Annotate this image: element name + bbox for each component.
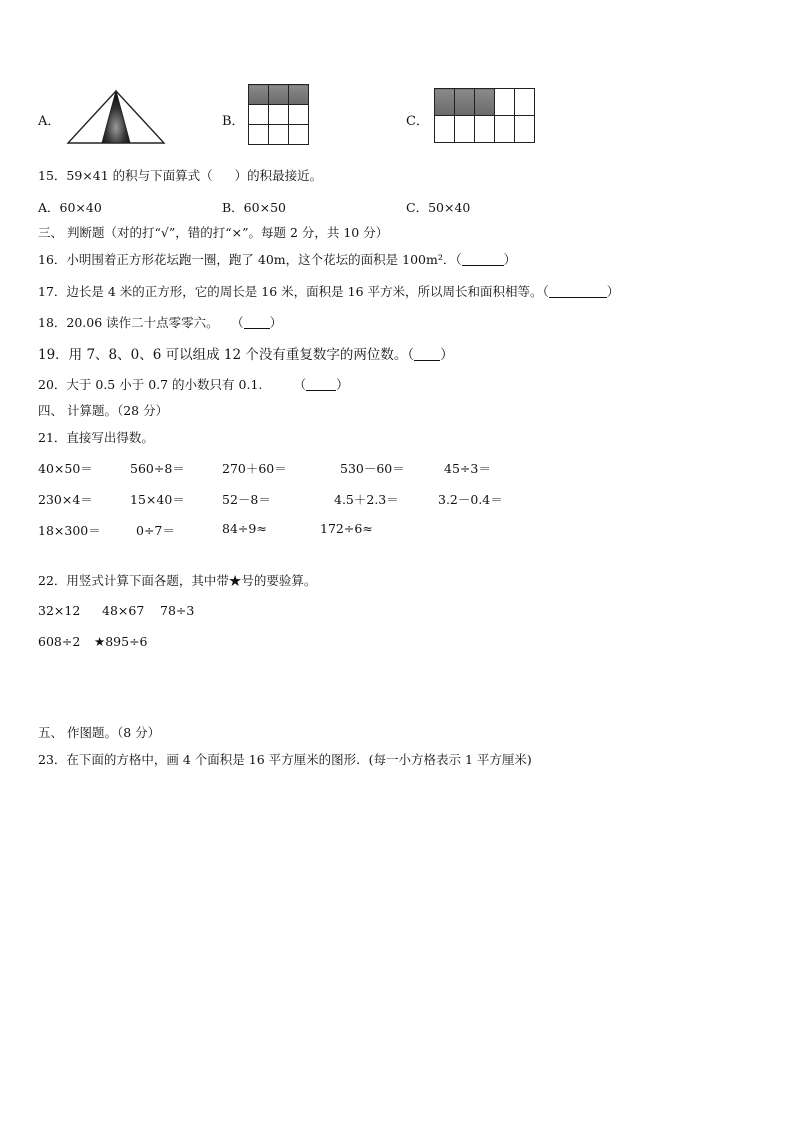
answer-blank xyxy=(549,285,607,298)
calc-item: 560÷8＝ xyxy=(130,461,185,476)
question-20-close: ） xyxy=(336,377,349,392)
section-5-heading: 五、 作图题。（8 分） xyxy=(38,725,161,740)
question-20-text: 20．大于 0.5 小于 0.7 的小数只有 0.1. （ xyxy=(38,377,307,392)
answer-blank xyxy=(414,348,440,361)
calc-item: 52－8＝ xyxy=(222,492,271,507)
question-16-close: ） xyxy=(503,252,517,267)
question-15-option-c: C．50×40 xyxy=(406,200,471,215)
question-16 xyxy=(38,250,516,268)
section-4-heading: 四、 计算题。（28 分） xyxy=(38,403,169,418)
calc-item: 84÷9≈ xyxy=(222,521,267,536)
question-19-text: 19．用 7、8、0、6 可以组成 12 个没有重复数字的两位数。（ xyxy=(38,347,415,363)
section-3-heading: 三、 判断题（对的打“√”，错的打“×”。每题 2 分，共 10 分） xyxy=(38,225,389,240)
question-18 xyxy=(38,313,282,331)
question-21-title: 21．直接写出得数。 xyxy=(38,430,154,445)
calc-item: 172÷6≈ xyxy=(320,521,373,536)
question-18-close: ） xyxy=(269,315,283,330)
grid-figure-c xyxy=(434,88,535,143)
question-19-close: ） xyxy=(440,347,454,363)
option-a-label: A． xyxy=(38,114,61,129)
question-15-option-b: B．60×50 xyxy=(222,200,286,215)
question-16-text: 16．小明围着正方形花坛跑一圈，跑了 40m，这个花坛的面积是 100m²．（ xyxy=(38,252,462,267)
calc-item: 270＋60＝ xyxy=(222,461,287,476)
question-17-text: 17．边长是 4 米的正方形，它的周长是 16 米，面积是 16 平方米，所以周长和面积相等。（ xyxy=(38,284,549,299)
question-18-text: 18．20.06 读作二十点零零六。 （ xyxy=(38,315,244,330)
calc-item: 530－60＝ xyxy=(340,461,405,476)
calc-item: 15×40＝ xyxy=(130,492,185,507)
vertical-calc-item: 608÷2 xyxy=(38,634,81,649)
option-b-label: B． xyxy=(222,114,245,129)
question-15-stem-start: 15．59×41 的积与下面算式（ xyxy=(38,168,213,183)
question-19 xyxy=(38,343,454,363)
answer-blank xyxy=(462,253,504,266)
calc-item: 45÷3＝ xyxy=(444,461,491,476)
calc-item: 40×50＝ xyxy=(38,461,93,476)
shaded-triangle-figure xyxy=(66,88,166,146)
grid-figure-b xyxy=(248,84,309,145)
question-15-option-a: A．60×40 xyxy=(38,200,102,215)
calc-item: 3.2－0.4＝ xyxy=(438,492,503,507)
calc-item: 230×4＝ xyxy=(38,492,93,507)
answer-blank xyxy=(306,378,336,391)
vertical-calc-item: 78÷3 xyxy=(160,603,195,618)
question-17 xyxy=(38,282,619,300)
question-20 xyxy=(38,375,349,393)
question-22-title: 22．用竖式计算下面各题，其中带★号的要验算。 xyxy=(38,573,317,588)
question-23: 23．在下面的方格中，画 4 个面积是 16 平方厘米的图形．(每一小方格表示 1 平方厘米) xyxy=(38,752,532,767)
question-15-stem-end: ）的积最接近。 xyxy=(234,168,323,183)
question-17-close: ） xyxy=(606,284,620,299)
option-c-label: C． xyxy=(406,114,429,129)
vertical-calc-item: 48×67 xyxy=(102,603,145,618)
calc-item: 18×300＝ xyxy=(38,523,101,538)
calc-item: 0÷7＝ xyxy=(136,523,175,538)
answer-blank xyxy=(244,316,270,329)
calc-item: 4.5＋2.3＝ xyxy=(334,492,399,507)
question-15 xyxy=(38,166,322,184)
vertical-calc-item: 32×12 xyxy=(38,603,81,618)
vertical-calc-item: ★895÷6 xyxy=(94,634,148,649)
